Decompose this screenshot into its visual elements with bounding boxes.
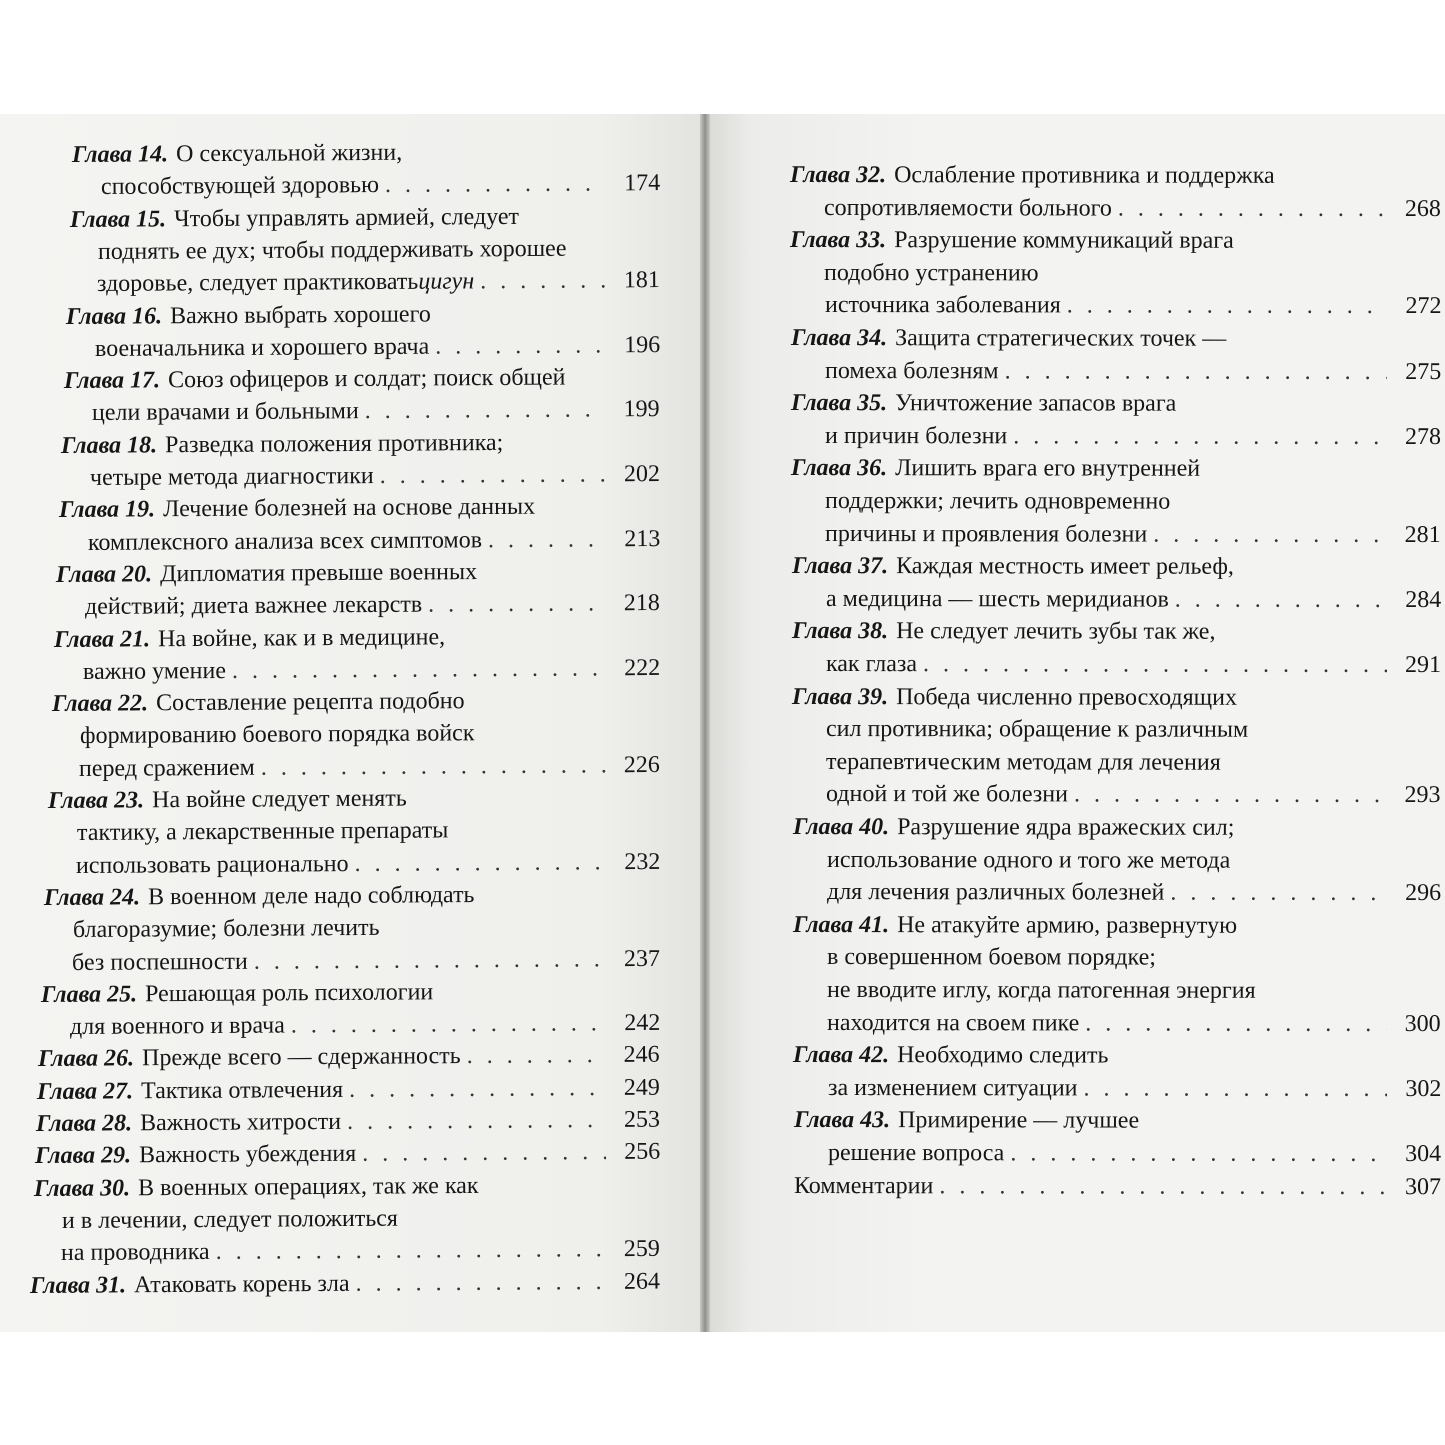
page-number: 304 xyxy=(1404,1141,1442,1168)
chapter-title-line: помеха болезням xyxy=(824,357,999,384)
page-number: 278 xyxy=(1404,423,1442,450)
chapter-title-line: Лишить врага его внутренней xyxy=(895,455,1201,483)
chapter-label: Глава 26. xyxy=(38,1045,135,1073)
chapter-title-line: Тактика отвлечения xyxy=(141,1076,344,1104)
chapter-title-line: Не следует лечить зубы так же, xyxy=(895,618,1216,646)
toc-line xyxy=(827,1006,1441,1041)
chapter-title-line: сопротивляемости больного xyxy=(824,194,1113,222)
dot-leader xyxy=(480,264,606,299)
toc-line xyxy=(792,614,1445,649)
page-number: 232 xyxy=(623,848,661,875)
chapter-label: Глава 36. xyxy=(791,455,888,482)
chapter-title-line: для лечения различных болезней xyxy=(826,879,1165,906)
chapter-label: Глава 14. xyxy=(71,141,169,168)
chapter-title-line: Уничтожение запасов врага xyxy=(894,390,1177,417)
dot-leader xyxy=(1083,1071,1387,1106)
toc-line xyxy=(792,549,1445,584)
chapter-title-line: Ослабление противника и поддержка xyxy=(894,162,1275,189)
chapter-title-line: Прежде всего — сдержанность xyxy=(142,1043,462,1072)
toc-line xyxy=(826,582,1441,617)
toc-line xyxy=(791,321,1445,356)
chapter-title-line: за изменением ситуации xyxy=(827,1074,1078,1102)
chapter-label: Глава 40. xyxy=(792,814,889,841)
chapter-label: Глава 34. xyxy=(790,325,887,352)
chapter-label: Глава 42. xyxy=(793,1042,890,1069)
page-number: 226 xyxy=(623,751,661,778)
chapter-title-line: Важно выбрать хорошего xyxy=(170,300,431,329)
chapter-title-line: Разрушение ядра вражеских сил; xyxy=(896,814,1235,841)
toc-line xyxy=(791,386,1445,421)
dot-leader xyxy=(939,1169,1387,1204)
dot-leader xyxy=(428,587,606,622)
chapter-title-line: и в лечении, следует положиться xyxy=(62,1205,399,1234)
chapter-title-line: четыре метода диагностики xyxy=(89,463,374,491)
page-number: 256 xyxy=(623,1138,661,1166)
page-number: 275 xyxy=(1404,358,1442,385)
dot-leader xyxy=(354,845,606,881)
chapter-label: Глава 24. xyxy=(44,884,141,911)
toc-line xyxy=(826,745,1445,780)
chapter-title-line: для военного и врача xyxy=(69,1012,285,1041)
page-number: 300 xyxy=(1404,1010,1442,1037)
toc-line xyxy=(826,777,1441,812)
chapter-label: Глава 37. xyxy=(791,553,888,580)
page-number: 284 xyxy=(1404,586,1442,613)
page-number: 202 xyxy=(623,461,661,488)
page-number: 264 xyxy=(623,1268,661,1295)
chapter-title-line: Атаковать корень зла xyxy=(134,1270,350,1298)
toc-line xyxy=(828,1136,1441,1171)
toc-line xyxy=(794,1169,1441,1204)
chapter-title-line: Чтобы управлять армией, следует xyxy=(173,203,519,232)
page-number: 302 xyxy=(1404,1075,1442,1102)
chapter-title-line: в совершенном боевом порядке; xyxy=(827,944,1157,971)
chapter-title-line: не вводите иглу, когда патогенная энергия xyxy=(827,977,1256,1004)
page-number: 218 xyxy=(623,590,661,617)
chapter-title-line: Защита стратегических точек — xyxy=(894,325,1226,352)
chapter-title-line: поддержки; лечить одновременно xyxy=(825,488,1171,515)
dot-leader xyxy=(487,522,606,557)
dot-leader xyxy=(1074,778,1387,813)
dot-leader xyxy=(365,393,606,429)
page-number: 249 xyxy=(623,1074,661,1101)
chapter-title-line: сил противника; обращение к различным xyxy=(826,716,1249,743)
toc-line xyxy=(825,484,1445,519)
page-number: 281 xyxy=(1404,521,1442,548)
page-number: 199 xyxy=(623,396,661,423)
chapter-title-line: как глаза xyxy=(825,651,917,678)
toc-line xyxy=(30,1264,660,1302)
toc-line xyxy=(825,419,1441,454)
book-gutter xyxy=(700,114,710,1332)
chapter-label: Глава 25. xyxy=(40,981,137,1008)
chapter-label: Глава 18. xyxy=(61,432,158,459)
toc-line xyxy=(790,223,1445,258)
toc-line xyxy=(828,1071,1441,1106)
dot-leader xyxy=(467,1038,606,1073)
chapter-title-line: и причин болезни xyxy=(825,422,1008,450)
page-number: 259 xyxy=(623,1236,661,1263)
chapter-title-line: источника заболевания xyxy=(824,292,1061,319)
chapter-label: Глава 27. xyxy=(37,1078,134,1105)
page-number: 196 xyxy=(623,331,661,359)
page-number: 307 xyxy=(1404,1173,1442,1200)
chapter-label: Глава 21. xyxy=(53,625,151,653)
page-number: 272 xyxy=(1404,293,1442,320)
dot-leader xyxy=(1174,582,1387,616)
toc-line xyxy=(825,517,1441,552)
page-number: 174 xyxy=(623,170,661,197)
toc-line xyxy=(827,940,1445,975)
chapter-label: Глава 33. xyxy=(790,227,887,254)
dot-leader xyxy=(355,1264,606,1300)
dot-leader xyxy=(232,651,606,688)
dot-leader xyxy=(290,1006,606,1042)
chapter-title-line: перед сражением xyxy=(79,754,256,782)
chapter-title-line: Каждая местность имеет рельеф, xyxy=(895,553,1234,580)
page-number: 253 xyxy=(623,1106,661,1133)
chapter-label: Глава 23. xyxy=(47,787,145,814)
dot-leader xyxy=(216,1232,606,1269)
left-page xyxy=(0,114,706,1332)
toc-line xyxy=(790,158,1445,193)
dot-leader xyxy=(347,1103,606,1139)
chapter-title-line: на проводника xyxy=(61,1239,210,1267)
chapter-title-line: Важность убеждения xyxy=(138,1141,357,1169)
chapter-title-line: Победа численно превосходящих xyxy=(896,683,1238,711)
toc-line xyxy=(792,680,1445,715)
chapter-title-line: подобно устранению xyxy=(824,259,1040,287)
chapter-label: Глава 17. xyxy=(63,367,160,395)
book-spread xyxy=(0,114,1445,1332)
page-number: 246 xyxy=(623,1042,661,1069)
dot-leader xyxy=(1086,1006,1387,1041)
chapter-label: Глава 35. xyxy=(790,390,888,417)
chapter-title-line: Дипломатия превыше военных xyxy=(160,558,478,588)
chapter-title-line: находится на своем пике xyxy=(827,1009,1080,1037)
page-number: 237 xyxy=(623,945,661,972)
chapter-label: Глава 38. xyxy=(791,618,888,645)
chapter-title-line: Решающая роль психологии xyxy=(144,979,434,1008)
chapter-title-line: Важность хитрости xyxy=(140,1108,342,1137)
chapter-label: Глава 28. xyxy=(35,1110,133,1137)
chapter-title-line: важно умение xyxy=(82,657,226,685)
toc-line xyxy=(826,647,1441,682)
chapter-title-line: На войне следует менять xyxy=(152,785,407,814)
dot-leader xyxy=(1010,1136,1387,1171)
chapter-title-line: а медицина — шесть меридианов xyxy=(825,585,1169,613)
toc-line xyxy=(824,256,1445,291)
chapter-title-line: здоровье, следует практиковать xyxy=(97,268,419,298)
chapter-label: Глава 41. xyxy=(792,911,890,938)
dot-leader xyxy=(1170,876,1387,910)
chapter-label: Глава 30. xyxy=(33,1174,130,1202)
chapter-label: Глава 19. xyxy=(58,496,155,524)
dot-leader xyxy=(435,328,606,363)
chapter-label: Глава 20. xyxy=(56,561,153,588)
page-number: 293 xyxy=(1404,782,1442,809)
dot-leader xyxy=(1004,354,1387,389)
chapter-title-emphasis: цигун xyxy=(418,268,475,295)
chapter-title-line: поднять ее дух; чтобы поддерживать хорошее xyxy=(98,235,567,265)
chapter-title-line: Разведка положения противника; xyxy=(165,429,504,458)
chapter-title-line: Лечение болезней на основе данных xyxy=(162,493,535,523)
chapter-title-line: действий; диета важнее лекарств xyxy=(85,591,423,621)
chapter-title-line: военачальника и хорошего врача xyxy=(94,333,430,362)
chapter-label: Глава 31. xyxy=(29,1271,127,1299)
chapter-title-line: использование одного и того же метода xyxy=(826,846,1230,874)
dot-leader xyxy=(261,748,606,784)
toc-line xyxy=(793,810,1445,845)
chapter-title-line: без поспешности xyxy=(71,948,248,976)
dot-leader xyxy=(254,942,606,978)
page-number: 213 xyxy=(623,525,661,552)
chapter-title-line: цели врачами и больными xyxy=(92,398,360,427)
chapter-title-line: Необходимо следить xyxy=(897,1042,1109,1069)
chapter-label: Глава 39. xyxy=(792,683,889,710)
chapter-label: Глава 43. xyxy=(793,1107,890,1134)
toc-line xyxy=(794,1103,1445,1138)
chapter-title-line: причины и проявления болезни xyxy=(825,520,1148,548)
toc-line xyxy=(793,908,1445,943)
chapter-title-line: одной и той же болезни xyxy=(826,781,1069,808)
toc-line xyxy=(827,875,1441,910)
chapter-title-line: Союз офицеров и солдат; поиск общей xyxy=(167,364,566,394)
chapter-title-line: тактику, а лекарственные препараты xyxy=(76,817,449,847)
dot-leader xyxy=(362,1135,606,1171)
right-page xyxy=(706,114,1445,1332)
dot-leader xyxy=(380,457,607,493)
chapter-label: Глава 22. xyxy=(51,690,148,718)
dot-leader xyxy=(385,167,606,203)
chapter-title-line: В военных операциях, так же как xyxy=(137,1172,479,1201)
chapter-title-line: решение вопроса xyxy=(827,1140,1005,1167)
dot-leader xyxy=(1066,289,1387,324)
chapter-label: Глава 32. xyxy=(789,162,887,189)
toc-line xyxy=(827,973,1445,1008)
page-number: 181 xyxy=(623,267,661,294)
chapter-title-line: благоразумие; болезни лечить xyxy=(73,915,380,944)
chapter-title-line: способствующей здоровью xyxy=(100,172,379,201)
page-number: 296 xyxy=(1404,880,1442,907)
toc-line xyxy=(793,1038,1445,1073)
page-number: 222 xyxy=(623,654,661,682)
chapter-title-line: использовать рационально xyxy=(75,850,349,879)
chapter-title-line: формированию боевого порядка войск xyxy=(80,720,475,750)
dot-leader xyxy=(349,1071,606,1107)
chapter-title-line: На войне, как и в медицине, xyxy=(158,623,446,652)
toc-line xyxy=(824,288,1441,323)
toc-line xyxy=(827,843,1445,878)
chapter-title-line: Разрушение коммуникаций врага xyxy=(894,227,1235,254)
toc-line xyxy=(826,712,1445,747)
dot-leader xyxy=(1013,419,1387,454)
toc-line xyxy=(824,191,1441,226)
toc-line xyxy=(791,451,1445,486)
toc-line xyxy=(825,354,1441,389)
page-number: 291 xyxy=(1404,652,1442,679)
page-number: 268 xyxy=(1404,195,1442,222)
chapter-label: Глава 16. xyxy=(65,302,163,330)
chapter-title-line: Примирение — лучшее xyxy=(897,1107,1139,1134)
page-number: 242 xyxy=(623,1009,661,1037)
dot-leader xyxy=(1118,191,1387,225)
chapter-title-line: В военном деле надо соблюдать xyxy=(148,881,475,911)
chapter-label: Глава 15. xyxy=(69,205,166,233)
chapter-title-line: О сексуальной жизни, xyxy=(176,139,403,168)
dot-leader xyxy=(1154,517,1387,551)
chapter-title-line: Составление рецепта подобно xyxy=(155,688,465,717)
chapter-label: Глава 29. xyxy=(34,1142,131,1170)
chapter-title-line: Не атакуйте армию, развернутую xyxy=(897,911,1238,939)
chapter-title-line: комплексного анализа всех симптомов xyxy=(87,526,482,556)
chapter-title-line: терапевтическим методам для лечения xyxy=(826,748,1222,776)
chapter-title-line: Комментарии xyxy=(793,1172,934,1199)
dot-leader xyxy=(923,647,1387,682)
